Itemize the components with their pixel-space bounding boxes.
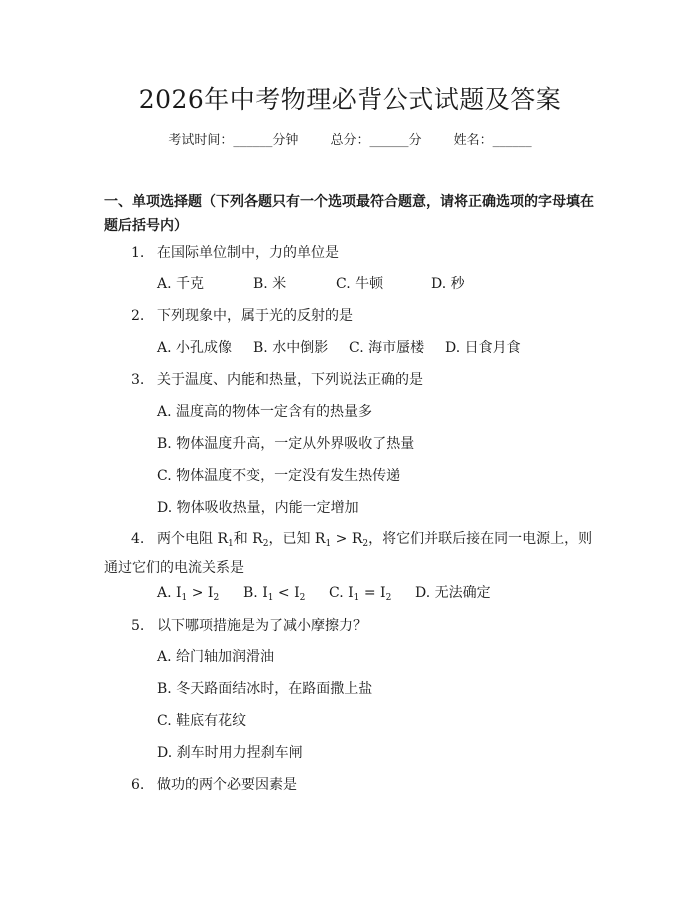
question-number: 1. bbox=[131, 245, 145, 261]
question-number: 6. bbox=[131, 777, 145, 793]
question-2 bbox=[131, 304, 353, 328]
option-a: A. 给门轴加润滑油 bbox=[157, 649, 275, 665]
option-a: A. 温度高的物体一定含有的热量多 bbox=[157, 404, 373, 420]
question-5 bbox=[131, 614, 367, 638]
question-stem: 做功的两个必要因素是 bbox=[157, 777, 297, 793]
page-title: 2026年中考物理必背公式试题及答案 bbox=[138, 85, 562, 114]
option-d: D. 无法确定 bbox=[415, 585, 491, 601]
question-6 bbox=[131, 773, 297, 797]
option-b: B. 冬天路面结冰时，在路面撒上盐 bbox=[157, 681, 373, 697]
option-b: B. 水中倒影 bbox=[253, 340, 329, 356]
question-number: 2. bbox=[131, 308, 145, 324]
question-number: 4. bbox=[131, 531, 145, 547]
question-stem: 以下哪项措施是为了减小摩擦力？ bbox=[157, 618, 367, 634]
option-c: C. 牛顿 bbox=[336, 276, 384, 292]
option-b: B. 米 bbox=[253, 276, 287, 292]
option-b: B. 物体温度升高，一定从外界吸收了热量 bbox=[157, 436, 415, 452]
question-number: 3. bbox=[131, 372, 145, 388]
question-4-options bbox=[157, 581, 491, 610]
exam-meta bbox=[0, 131, 700, 151]
question-3 bbox=[131, 368, 423, 392]
option-c: C. $I_1 = I_2$ bbox=[329, 585, 392, 603]
option-d: D. 刹车时用力捏刹车闸 bbox=[157, 745, 303, 761]
option-c: C. 鞋底有花纹 bbox=[157, 713, 247, 729]
question-1-options bbox=[157, 272, 465, 296]
question-stem: 关于温度、内能和热量，下列说法正确的是 bbox=[157, 372, 423, 388]
question-1 bbox=[131, 241, 339, 265]
option-c: C. 物体温度不变，一定没有发生热传递 bbox=[157, 468, 401, 484]
option-a: A. $I_1 > I_2$ bbox=[157, 585, 220, 603]
question-2-options bbox=[157, 336, 521, 360]
option-b: B. $I_1 < I_2$ bbox=[243, 585, 306, 603]
option-a: A. 千克 bbox=[157, 276, 205, 292]
question-stem: 在国际单位制中，力的单位是 bbox=[157, 245, 339, 261]
option-d: D. 秒 bbox=[431, 276, 465, 292]
option-c: C. 海市蜃楼 bbox=[349, 340, 425, 356]
section-heading: 一、单项选择题（下列各题只有一个选项最符合题意，请将正确选项的字母填在题后括号内） bbox=[104, 194, 594, 234]
option-d: D. 日食月食 bbox=[445, 340, 521, 356]
option-a: A. 小孔成像 bbox=[157, 340, 233, 356]
exam-time-field: 考试时间：______分钟 bbox=[168, 133, 299, 148]
question-stem: 下列现象中，属于光的反射的是 bbox=[157, 308, 353, 324]
total-score-field: 总分：______分 bbox=[330, 133, 422, 148]
option-d: D. 物体吸收热量，内能一定增加 bbox=[157, 500, 359, 516]
question-4 bbox=[104, 527, 598, 580]
question-number: 5. bbox=[131, 618, 145, 634]
question-stem: 4. 两个电阻 $R_1$和 $R_2$，已知 $R_1 > R_2$，将它们并联后接在同一电源上，则通过它们的电流关系是 bbox=[104, 527, 598, 580]
student-name-field: 姓名：______ bbox=[453, 133, 532, 148]
